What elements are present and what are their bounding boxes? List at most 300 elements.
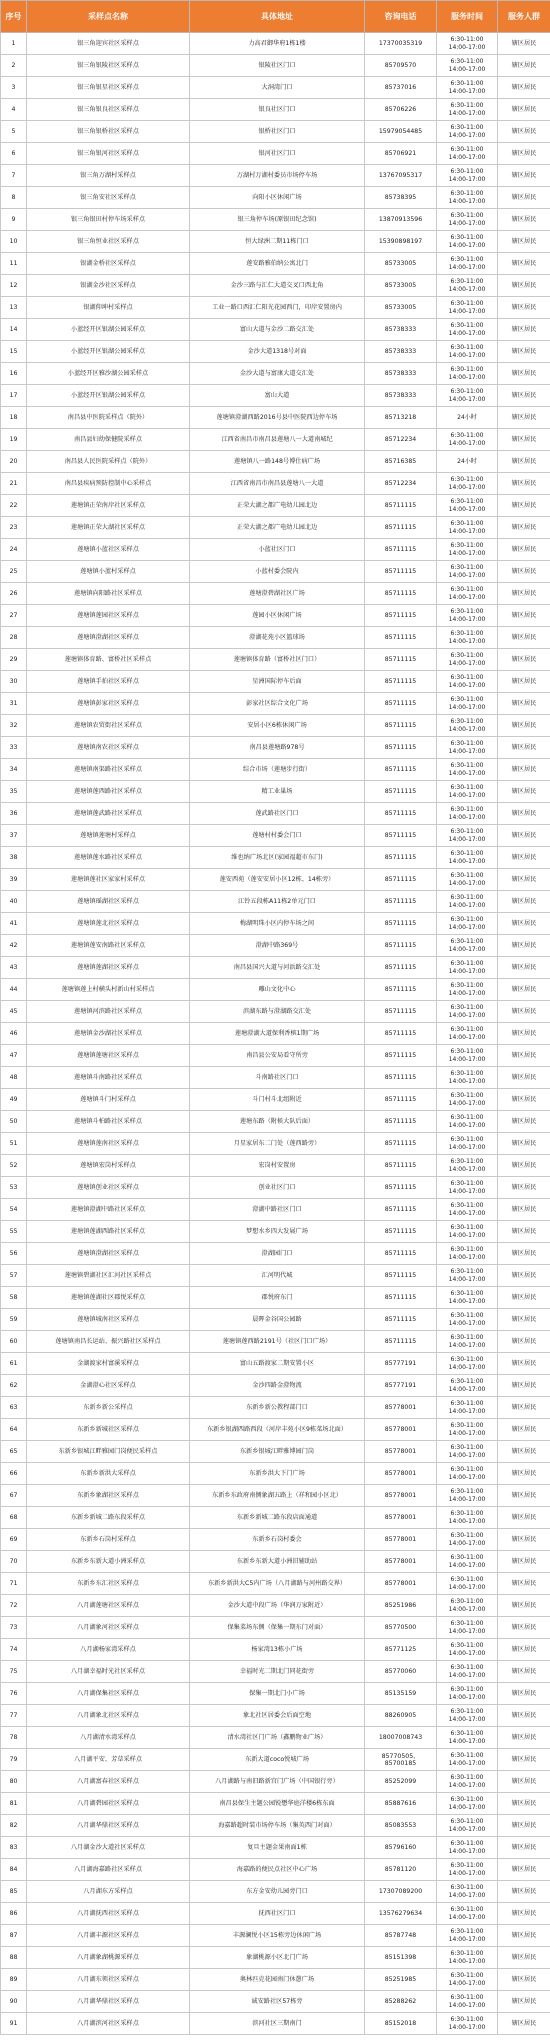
- phone-cell: 85738333: [365, 341, 437, 363]
- phone-cell: 85711115: [365, 649, 437, 671]
- phone-cell: 85711115: [365, 1243, 437, 1265]
- phone-cell: 18007008743: [365, 1727, 437, 1749]
- service-crowd-cell: 辖区居民: [498, 1991, 550, 2013]
- time-slot: 6:30-11:00: [450, 1400, 484, 1407]
- site-name-cell: 莲塘镇金沙湖社区采样点: [27, 1023, 190, 1045]
- index-cell: 80: [1, 1771, 27, 1793]
- phone-cell: 85711115: [365, 605, 437, 627]
- time-slot: 6:30-11:00: [450, 1620, 484, 1627]
- time-slot: 14:00-17:00: [448, 813, 486, 821]
- service-crowd-cell: 辖区居民: [498, 2013, 550, 2035]
- service-time-cell: [437, 1045, 498, 1067]
- site-name-cell: 金湖澄心社区采样点: [27, 1375, 190, 1397]
- service-crowd-cell: 辖区居民: [498, 473, 550, 495]
- service-time-cell: [437, 1903, 498, 1925]
- table-row: [1, 561, 550, 583]
- index-cell: 10: [1, 231, 27, 253]
- index-cell: 49: [1, 1089, 27, 1111]
- index-cell: 27: [1, 605, 27, 627]
- service-crowd-cell: 辖区居民: [498, 671, 550, 693]
- service-time-cell: [437, 1331, 498, 1353]
- time-slot: 14:00-17:00: [448, 307, 486, 315]
- time-slot: 14:00-17:00: [448, 1275, 486, 1283]
- service-time-cell: [437, 187, 498, 209]
- time-slot: 6:30-11:00: [450, 1136, 484, 1143]
- site-name-cell: 八月湖平安、芳草采样点: [27, 1749, 190, 1771]
- service-time-cell: [437, 2013, 498, 2035]
- time-slot: 6:30-11:00: [450, 1422, 484, 1429]
- time-slot: 14:00-17:00: [448, 1429, 486, 1437]
- index-cell: 3: [1, 77, 27, 99]
- time-slot: 6:30-11:00: [450, 1334, 484, 1341]
- service-time-cell: [437, 1573, 498, 1595]
- site-name-cell: 莲塘镇瑶湖社区采样点: [27, 891, 190, 913]
- index-cell: 60: [1, 1331, 27, 1353]
- site-name-cell: 莲塘镇河滨路社区采样点: [27, 1001, 190, 1023]
- address-cell: 创业社区门口: [190, 1177, 365, 1199]
- time-slot: 14:00-17:00: [448, 1583, 486, 1591]
- phone-cell: 15390898197: [365, 231, 437, 253]
- time-slot: 6:30-11:00: [450, 2016, 484, 2023]
- index-cell: 28: [1, 627, 27, 649]
- site-name-cell: 莲塘镇手拍社区采样点: [27, 671, 190, 693]
- time-slot: 14:00-17:00: [448, 835, 486, 843]
- index-cell: 79: [1, 1749, 27, 1771]
- table-row: [1, 1639, 550, 1661]
- table-row: [1, 627, 550, 649]
- time-slot: 6:30-11:00: [450, 1246, 484, 1253]
- phone-cell: 85711115: [365, 1023, 437, 1045]
- phone-cell: 85733005: [365, 297, 437, 319]
- site-name-cell: 东新乡新城社区采样点: [27, 1419, 190, 1441]
- address-cell: 工业一路口西汇仁阳光花园西门，印岸安置房内: [190, 297, 365, 319]
- index-cell: 78: [1, 1727, 27, 1749]
- time-slot: 14:00-17:00: [448, 791, 486, 799]
- time-slot: 6:30-11:00: [450, 1488, 484, 1495]
- site-name-cell: 莲塘镇莲湖西路社区采样点: [27, 1221, 190, 1243]
- site-name-cell: 八月湖金沙大道社区采样点: [27, 1837, 190, 1859]
- time-slot: 14:00-17:00: [448, 1891, 486, 1899]
- service-crowd-cell: 辖区居民: [498, 253, 550, 275]
- address-cell: 星洲国际停车后面: [190, 671, 365, 693]
- address-cell: 复旦主题金果南面1栋: [190, 1837, 365, 1859]
- header-service-crowd: 服务人群: [498, 1, 550, 33]
- service-time-cell: [437, 495, 498, 517]
- service-time-cell: [437, 429, 498, 451]
- address-cell: 滨河社区三期南门: [190, 2013, 365, 2035]
- address-cell: 莲武路社区门口: [190, 803, 365, 825]
- service-crowd-cell: 辖区居民: [498, 693, 550, 715]
- service-crowd-cell: 辖区居民: [498, 429, 550, 451]
- phone-cell: 85711115: [365, 1111, 437, 1133]
- address-cell: 海嘉路的便民点社区中心广场: [190, 1859, 365, 1881]
- address-cell: 江西省南昌市南昌县莲塘八一大道: [190, 473, 365, 495]
- site-name-cell: 莲塘镇碧湖社区汇河社区采样点: [27, 1265, 190, 1287]
- service-crowd-cell: 辖区居民: [498, 1089, 550, 1111]
- site-name-cell: 小蓝经开区雅沙湖公园采样点: [27, 363, 190, 385]
- service-time-cell: [437, 1089, 498, 1111]
- site-name-cell: 八月湖碧园社区采样点: [27, 1793, 190, 1815]
- phone-cell: 85711115: [365, 1045, 437, 1067]
- time-slot: 6:30-11:00: [450, 1928, 484, 1935]
- time-slot: 6:30-11:00: [450, 1092, 484, 1099]
- service-time-cell: [437, 1485, 498, 1507]
- address-cell: 八月湖路与南旧路新宫门广场（中国银行旁）: [190, 1771, 365, 1793]
- service-crowd-cell: 辖区居民: [498, 979, 550, 1001]
- index-cell: 40: [1, 891, 27, 913]
- time-slot: 6:30-11:00: [450, 762, 484, 769]
- index-cell: 35: [1, 781, 27, 803]
- table-row: [1, 1353, 550, 1375]
- phone-cell: 85711115: [365, 1177, 437, 1199]
- service-crowd-cell: 辖区居民: [498, 1199, 550, 1221]
- address-cell: 向阳小区休闲广场: [190, 187, 365, 209]
- service-time-cell: [437, 869, 498, 891]
- address-cell: 莲安西苑（莲安安居小区12栋、14栋旁）: [190, 869, 365, 891]
- site-name-cell: 银湖金桥社区采样点: [27, 253, 190, 275]
- table-row: [1, 275, 550, 297]
- index-cell: 24: [1, 539, 27, 561]
- time-slot: 6:30-11:00: [450, 212, 484, 219]
- time-slot: 14:00-17:00: [448, 1715, 486, 1723]
- time-slot: 6:30-11:00: [450, 1444, 484, 1451]
- time-slot: 6:30-11:00: [450, 806, 484, 813]
- site-name-cell: 银湖金沙社区采样点: [27, 275, 190, 297]
- phone-cell: 85711115: [365, 495, 437, 517]
- service-time-cell: [437, 99, 498, 121]
- site-name-cell: 东新乡银城江畔雅园门岗便民采样点: [27, 1441, 190, 1463]
- time-slot: 6:30-11:00: [450, 1950, 484, 1957]
- time-slot: 14:00-17:00: [448, 659, 486, 667]
- phone-cell: 85711115: [365, 1287, 437, 1309]
- site-name-cell: 八月湖丰源社区采样点: [27, 1925, 190, 1947]
- site-name-cell: 莲塘镇莲水路社区采样点: [27, 847, 190, 869]
- site-name-cell: 八月湖东方采样点: [27, 1881, 190, 1903]
- site-name-cell: 八月湖海嘉路社区采样点: [27, 1859, 190, 1881]
- phone-cell: 85778001: [365, 1441, 437, 1463]
- index-cell: 21: [1, 473, 27, 495]
- address-cell: 莲安路雅伯纳公寓北门: [190, 253, 365, 275]
- service-crowd-cell: 辖区居民: [498, 1001, 550, 1023]
- service-time-cell: [437, 847, 498, 869]
- phone-cell: 85135159: [365, 1683, 437, 1705]
- time-slot: 6:30-11:00: [450, 234, 484, 241]
- time-slot: 6:30-11:00: [450, 1312, 484, 1319]
- table-row: [1, 1617, 550, 1639]
- index-cell: 17: [1, 385, 27, 407]
- table-row: [1, 957, 550, 979]
- site-name-cell: 莲塘镇莲社区家家村采样点: [27, 869, 190, 891]
- service-time-cell: [437, 1705, 498, 1727]
- phone-cell: 85083553: [365, 1815, 437, 1837]
- service-crowd-cell: 辖区居民: [498, 891, 550, 913]
- time-slot: 6:30-11:00: [450, 608, 484, 615]
- time-slot: 14:00-17:00: [448, 769, 486, 777]
- service-time-cell: [437, 363, 498, 385]
- service-crowd-cell: 辖区居民: [498, 1155, 550, 1177]
- table-row: [1, 517, 550, 539]
- phone-cell: 85711115: [365, 891, 437, 913]
- service-crowd-cell: 辖区居民: [498, 935, 550, 957]
- time-slot: 14:00-17:00: [448, 747, 486, 755]
- time-slot: 6:30-11:00: [450, 1114, 484, 1121]
- table-row: [1, 1243, 550, 1265]
- service-time-cell: [437, 825, 498, 847]
- time-slot: 14:00-17:00: [448, 593, 486, 601]
- time-slot: 6:30-11:00: [450, 1202, 484, 1209]
- time-slot: 6:30-11:00: [450, 960, 484, 967]
- service-time-cell: [437, 1023, 498, 1045]
- service-crowd-cell: 辖区居民: [498, 209, 550, 231]
- service-time-cell: [437, 627, 498, 649]
- time-slot: 14:00-17:00: [448, 1561, 486, 1569]
- time-slot: 6:30-11:00: [450, 80, 484, 87]
- time-slot: 14:00-17:00: [448, 945, 486, 953]
- address-cell: 富山大道: [190, 385, 365, 407]
- site-name-cell: 八月湖东领社区采样点: [27, 1969, 190, 1991]
- table-row: [1, 1749, 550, 1771]
- time-slot: 14:00-17:00: [448, 373, 486, 381]
- table-row: [1, 1573, 550, 1595]
- address-cell: 富山五路渡家二期安置小区: [190, 1353, 365, 1375]
- table-row: [1, 1089, 550, 1111]
- time-slot: 14:00-17:00: [448, 681, 486, 689]
- service-crowd-cell: 辖区居民: [498, 407, 550, 429]
- site-name-cell: 莲塘镇南农社区采样点: [27, 737, 190, 759]
- site-name-cell: 八月湖滨河社区采样点: [27, 2013, 190, 2035]
- phone-cell: 17370035319: [365, 33, 437, 55]
- time-slot: 6:30-11:00: [450, 894, 484, 901]
- site-name-cell: 银三角银田村停车场采样点: [27, 209, 190, 231]
- service-time-cell: [437, 1639, 498, 1661]
- index-cell: 41: [1, 913, 27, 935]
- service-time-cell: [437, 1859, 498, 1881]
- time-slot: 14:00-17:00: [448, 703, 486, 711]
- site-name-cell: 莲塘镇莲塘社区采样点: [27, 1045, 190, 1067]
- time-slot: 6:30-11:00: [450, 300, 484, 307]
- service-crowd-cell: 辖区居民: [498, 1705, 550, 1727]
- index-cell: 38: [1, 847, 27, 869]
- address-cell: 东新乡石岗村委会: [190, 1529, 365, 1551]
- address-cell: 江西省南昌市南昌县莲塘八一大道南城纪: [190, 429, 365, 451]
- service-crowd-cell: 辖区居民: [498, 1727, 550, 1749]
- table-row: [1, 385, 550, 407]
- index-cell: 77: [1, 1705, 27, 1727]
- index-cell: 36: [1, 803, 27, 825]
- address-cell: 正荣大湖之都广电幼儿园北边: [190, 517, 365, 539]
- address-cell: 梦想水乡四大发展广场: [190, 1221, 365, 1243]
- address-cell: 金沙四路金澄物流: [190, 1375, 365, 1397]
- service-crowd-cell: 辖区居民: [498, 825, 550, 847]
- phone-cell: 85706226: [365, 99, 437, 121]
- index-cell: 69: [1, 1529, 27, 1551]
- time-slot: 6:30-11:00: [450, 1466, 484, 1473]
- time-slot: 14:00-17:00: [448, 1517, 486, 1525]
- address-cell: 莲塘镇莲西路2191号（社区门口广场）: [190, 1331, 365, 1353]
- time-slot: 14:00-17:00: [448, 923, 486, 931]
- phone-cell: 85151398: [365, 1947, 437, 1969]
- table-row: [1, 1661, 550, 1683]
- index-cell: 73: [1, 1617, 27, 1639]
- index-cell: 22: [1, 495, 27, 517]
- address-cell: 莲塘澄碧湖社区广场: [190, 583, 365, 605]
- index-cell: 71: [1, 1573, 27, 1595]
- time-slot: 14:00-17:00: [448, 1033, 486, 1041]
- phone-cell: 85711115: [365, 1265, 437, 1287]
- phone-cell: 85252099: [365, 1771, 437, 1793]
- service-crowd-cell: 辖区居民: [498, 1947, 550, 1969]
- service-time-cell: [437, 1551, 498, 1573]
- table-row: [1, 1683, 550, 1705]
- service-crowd-cell: 辖区居民: [498, 913, 550, 935]
- site-name-cell: 莲塘镇莲安南路社区采样点: [27, 935, 190, 957]
- time-slot: 6:30-11:00: [450, 190, 484, 197]
- time-slot: 6:30-11:00: [450, 1818, 484, 1825]
- table-row: [1, 1969, 550, 1991]
- time-slot: 14:00-17:00: [448, 285, 486, 293]
- time-slot: 14:00-17:00: [448, 1099, 486, 1107]
- table-row: [1, 1815, 550, 1837]
- index-cell: 18: [1, 407, 27, 429]
- address-cell: 奥林匹克花园南门休憩广场: [190, 1969, 365, 1991]
- service-time-cell: [437, 77, 498, 99]
- site-name-cell: 莲塘镇小蓝村采样点: [27, 561, 190, 583]
- site-name-cell: 莲塘镇创业社区采样点: [27, 1177, 190, 1199]
- time-slot: 6:30-11:00: [450, 1532, 484, 1539]
- time-slot: 14:00-17:00: [448, 1869, 486, 1877]
- service-time-cell: [437, 693, 498, 715]
- time-slot: 6:30-11:00: [450, 542, 484, 549]
- phone-cell: 85152018: [365, 2013, 437, 2035]
- service-time-cell: [437, 253, 498, 275]
- site-name-cell: 莲塘镇莲园社区采样点: [27, 605, 190, 627]
- service-crowd-cell: 辖区居民: [498, 1485, 550, 1507]
- time-slot: 6:30-11:00: [450, 1906, 484, 1913]
- address-cell: 丰源澜悦小区15栋旁边休闲广场: [190, 1925, 365, 1947]
- phone-cell: 85711115: [365, 1089, 437, 1111]
- service-time-cell: [437, 1309, 498, 1331]
- phone-cell: 88260905: [365, 1705, 437, 1727]
- time-slot: 6:30-11:00: [450, 1884, 484, 1891]
- address-cell: 抚西社区门口: [190, 1903, 365, 1925]
- time-slot: 6:30-11:00: [450, 1598, 484, 1605]
- time-slot: 6:30-11:00: [450, 652, 484, 659]
- table-row: [1, 1793, 550, 1815]
- phone-cell: 85778001: [365, 1463, 437, 1485]
- time-slot: 14:00-17:00: [448, 1011, 486, 1019]
- service-crowd-cell: 辖区居民: [498, 1881, 550, 1903]
- time-slot: 14:00-17:00: [448, 901, 486, 909]
- phone-cell: 85711115: [365, 1067, 437, 1089]
- address-cell: 东新大道coco悦城广场: [190, 1749, 365, 1771]
- service-time-cell: [437, 1793, 498, 1815]
- service-time-cell: [437, 1947, 498, 1969]
- service-crowd-cell: 辖区居民: [498, 1309, 550, 1331]
- service-time-cell: [437, 561, 498, 583]
- site-name-cell: 八月湖象河社区采样点: [27, 1617, 190, 1639]
- address-cell: 江铃五段栋A11栋2单元门口: [190, 891, 365, 913]
- address-cell: 富山大道与金沙二路交汇处: [190, 319, 365, 341]
- index-cell: 42: [1, 935, 27, 957]
- address-cell: 东新乡洪大下门广场: [190, 1463, 365, 1485]
- index-cell: 43: [1, 957, 27, 979]
- site-name-cell: 东新乡新城二路东段采样点: [27, 1507, 190, 1529]
- phone-cell: 17307089200: [365, 1881, 437, 1903]
- service-time-cell: [437, 341, 498, 363]
- phone-cell: 85711115: [365, 979, 437, 1001]
- index-cell: 45: [1, 1001, 27, 1023]
- time-slot: 6:30-11:00: [450, 498, 484, 505]
- service-time-cell: [437, 1463, 498, 1485]
- phone-cell: 85711115: [365, 957, 437, 979]
- service-crowd-cell: 辖区居民: [498, 737, 550, 759]
- time-slot: 14:00-17:00: [448, 1209, 486, 1217]
- index-cell: 53: [1, 1177, 27, 1199]
- index-cell: 56: [1, 1243, 27, 1265]
- site-name-cell: 东新乡新公采样点: [27, 1397, 190, 1419]
- index-cell: 64: [1, 1419, 27, 1441]
- service-crowd-cell: 辖区居民: [498, 297, 550, 319]
- time-slot: 14:00-17:00: [448, 1231, 486, 1239]
- index-cell: 46: [1, 1023, 27, 1045]
- service-crowd-cell: 辖区居民: [498, 341, 550, 363]
- table-row: [1, 1177, 550, 1199]
- table-row: [1, 1991, 550, 2013]
- time-slot: 14:00-17:00: [448, 857, 486, 865]
- table-row: [1, 297, 550, 319]
- phone-cell: 85288262: [365, 1991, 437, 2013]
- index-cell: 59: [1, 1309, 27, 1331]
- service-time-cell: [437, 1177, 498, 1199]
- index-cell: 33: [1, 737, 27, 759]
- site-name-cell: 东新乡象湖社区采样点: [27, 1485, 190, 1507]
- phone-cell: 85796160: [365, 1837, 437, 1859]
- address-cell: 银良社区门口: [190, 99, 365, 121]
- index-cell: 58: [1, 1287, 27, 1309]
- address-cell: 梅湖明珠小区内停车场之间: [190, 913, 365, 935]
- time-slot: 6:30-11:00: [450, 564, 484, 571]
- site-name-cell: 莲塘镇城南社区采样点: [27, 1309, 190, 1331]
- phone-cell: 85770505、85700185: [365, 1749, 437, 1771]
- table-row: [1, 1419, 550, 1441]
- index-cell: 66: [1, 1463, 27, 1485]
- table-row: [1, 891, 550, 913]
- header-phone: 咨询电话: [365, 1, 437, 33]
- time-slot: 6:30-11:00: [450, 1730, 484, 1737]
- time-slot: 14:00-17:00: [448, 615, 486, 623]
- time-slot: 14:00-17:00: [448, 1737, 486, 1745]
- service-time-cell: [437, 1749, 498, 1771]
- time-slot: 14:00-17:00: [448, 1913, 486, 1921]
- service-crowd-cell: 辖区居民: [498, 583, 550, 605]
- phone-cell: 85770500: [365, 1617, 437, 1639]
- site-name-cell: 南昌县妇幼保健院采样点: [27, 429, 190, 451]
- service-time-cell: [437, 275, 498, 297]
- index-cell: 48: [1, 1067, 27, 1089]
- table-row: [1, 99, 550, 121]
- time-slot: 14:00-17:00: [448, 1957, 486, 1965]
- address-cell: 雕山文化中心: [190, 979, 365, 1001]
- index-cell: 74: [1, 1639, 27, 1661]
- phone-cell: 85778001: [365, 1551, 437, 1573]
- site-name-cell: 八月湖富春社区采样点: [27, 1771, 190, 1793]
- site-name-cell: 莲塘镇莲湖社区采样点: [27, 957, 190, 979]
- service-crowd-cell: 辖区居民: [498, 1067, 550, 1089]
- service-time-cell: [437, 297, 498, 319]
- service-crowd-cell: 辖区居民: [498, 363, 550, 385]
- service-crowd-cell: 辖区居民: [498, 1353, 550, 1375]
- address-cell: 银陵社区门口: [190, 55, 365, 77]
